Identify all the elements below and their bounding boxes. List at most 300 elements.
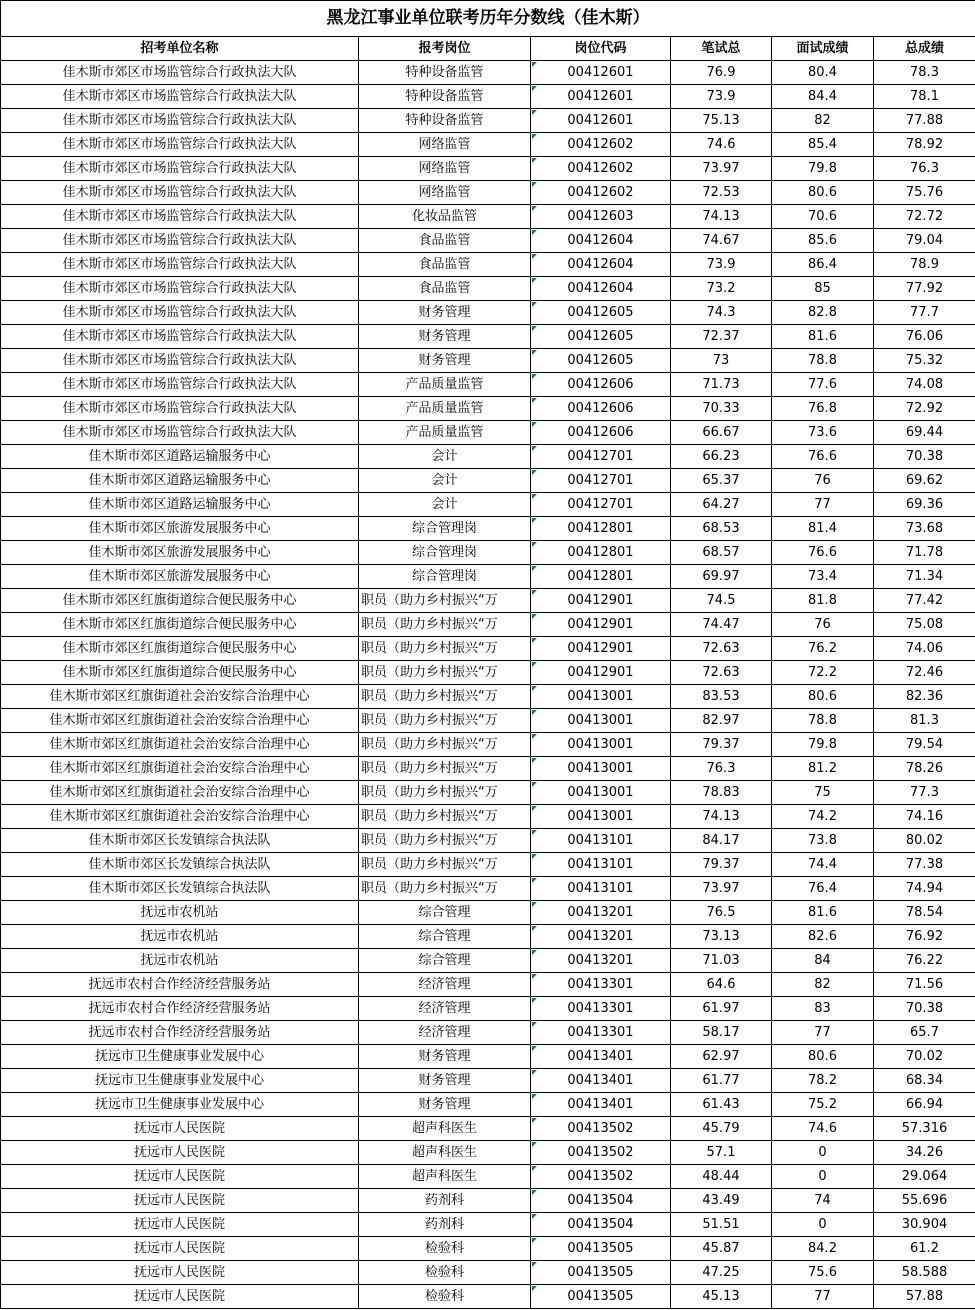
- cell-written: 82.97: [671, 709, 772, 733]
- cell-post: 职员（助力乡村振兴“万: [359, 805, 531, 829]
- cell-total: 82.36: [874, 685, 975, 709]
- header-row: [1, 37, 975, 61]
- cell-post: 食品监管: [359, 277, 531, 301]
- cell-written: 76.9: [671, 61, 772, 85]
- cell-written: 64.6: [671, 973, 772, 997]
- cell-total: 79.54: [874, 733, 975, 757]
- cell-interview: 82: [772, 109, 874, 133]
- cell-written: 76.5: [671, 901, 772, 925]
- cell-code: 00413502: [531, 1141, 671, 1165]
- cell-unit: 佳木斯市郊区红旗街道社会治安综合治理中心: [1, 709, 359, 733]
- cell-unit: 抚远市人民医院: [1, 1261, 359, 1285]
- table-row: [1, 877, 975, 901]
- cell-interview: 79.8: [772, 157, 874, 181]
- column-header-code: 岗位代码: [531, 37, 671, 61]
- cell-unit: 佳木斯市郊区市场监管综合行政执法大队: [1, 181, 359, 205]
- cell-code: 00412701: [531, 445, 671, 469]
- cell-unit: 佳木斯市郊区市场监管综合行政执法大队: [1, 157, 359, 181]
- cell-post: 超声科医生: [359, 1117, 531, 1141]
- cell-interview: 83: [772, 997, 874, 1021]
- cell-post: 超声科医生: [359, 1141, 531, 1165]
- cell-code: 00412701: [531, 493, 671, 517]
- cell-post: 网络监管: [359, 133, 531, 157]
- cell-interview: 84.4: [772, 85, 874, 109]
- cell-unit: 佳木斯市郊区道路运输服务中心: [1, 493, 359, 517]
- cell-total: 77.3: [874, 781, 975, 805]
- cell-total: 77.92: [874, 277, 975, 301]
- cell-interview: 77.6: [772, 373, 874, 397]
- cell-written: 75.13: [671, 109, 772, 133]
- table-row: [1, 997, 975, 1021]
- cell-total: 78.9: [874, 253, 975, 277]
- cell-unit: 抚远市农村合作经济经营服务站: [1, 973, 359, 997]
- cell-unit: 佳木斯市郊区红旗街道社会治安综合治理中心: [1, 685, 359, 709]
- cell-total: 70.02: [874, 1045, 975, 1069]
- cell-interview: 80.6: [772, 181, 874, 205]
- cell-written: 45.79: [671, 1117, 772, 1141]
- cell-post: 超声科医生: [359, 1165, 531, 1189]
- table-row: [1, 325, 975, 349]
- cell-interview: 78.8: [772, 349, 874, 373]
- cell-code: 00413502: [531, 1165, 671, 1189]
- cell-code: 00413101: [531, 877, 671, 901]
- table-row: [1, 541, 975, 565]
- cell-interview: 81.6: [772, 901, 874, 925]
- cell-written: 73.13: [671, 925, 772, 949]
- table-row: [1, 133, 975, 157]
- cell-total: 79.04: [874, 229, 975, 253]
- table-row: [1, 853, 975, 877]
- cell-code: 00412604: [531, 229, 671, 253]
- table-row: [1, 1069, 975, 1093]
- cell-post: 职员（助力乡村振兴“万: [359, 829, 531, 853]
- cell-total: 73.68: [874, 517, 975, 541]
- cell-code: 00413101: [531, 853, 671, 877]
- cell-post: 特种设备监管: [359, 109, 531, 133]
- table-row: [1, 781, 975, 805]
- cell-interview: 76.4: [772, 877, 874, 901]
- cell-post: 会计: [359, 469, 531, 493]
- cell-total: 78.3: [874, 61, 975, 85]
- cell-code: 00412606: [531, 397, 671, 421]
- column-header-interview: 面试成绩: [772, 37, 874, 61]
- cell-interview: 70.6: [772, 205, 874, 229]
- cell-unit: 佳木斯市郊区市场监管综合行政执法大队: [1, 253, 359, 277]
- cell-unit: 抚远市卫生健康事业发展中心: [1, 1093, 359, 1117]
- cell-unit: 抚远市人民医院: [1, 1117, 359, 1141]
- cell-unit: 佳木斯市郊区旅游发展服务中心: [1, 517, 359, 541]
- cell-unit: 佳木斯市郊区市场监管综合行政执法大队: [1, 325, 359, 349]
- page-title: 黑龙江事业单位联考历年分数线（佳木斯）: [1, 1, 975, 37]
- cell-post: 经济管理: [359, 973, 531, 997]
- cell-code: 00412901: [531, 613, 671, 637]
- cell-interview: 77: [772, 493, 874, 517]
- cell-code: 00413001: [531, 733, 671, 757]
- table-row: [1, 1261, 975, 1285]
- cell-unit: 佳木斯市郊区市场监管综合行政执法大队: [1, 133, 359, 157]
- cell-code: 00412901: [531, 637, 671, 661]
- cell-interview: 75: [772, 781, 874, 805]
- cell-interview: 78.2: [772, 1069, 874, 1093]
- column-header-written: 笔试总: [671, 37, 772, 61]
- cell-total: 72.92: [874, 397, 975, 421]
- cell-written: 72.37: [671, 325, 772, 349]
- cell-interview: 80.4: [772, 61, 874, 85]
- cell-written: 79.37: [671, 733, 772, 757]
- cell-unit: 佳木斯市郊区旅游发展服务中心: [1, 565, 359, 589]
- cell-written: 58.17: [671, 1021, 772, 1045]
- cell-total: 76.22: [874, 949, 975, 973]
- table-row: [1, 1213, 975, 1237]
- cell-post: 职员（助力乡村振兴“万: [359, 709, 531, 733]
- cell-interview: 84: [772, 949, 874, 973]
- table-row: [1, 1189, 975, 1213]
- cell-interview: 76: [772, 469, 874, 493]
- table-row: [1, 493, 975, 517]
- cell-total: 75.76: [874, 181, 975, 205]
- cell-unit: 佳木斯市郊区道路运输服务中心: [1, 469, 359, 493]
- cell-code: 00412901: [531, 661, 671, 685]
- cell-post: 综合管理岗: [359, 541, 531, 565]
- cell-written: 76.3: [671, 757, 772, 781]
- cell-total: 29.064: [874, 1165, 975, 1189]
- cell-code: 00412605: [531, 325, 671, 349]
- cell-interview: 85.6: [772, 229, 874, 253]
- cell-unit: 抚远市农村合作经济经营服务站: [1, 1021, 359, 1045]
- cell-written: 72.63: [671, 637, 772, 661]
- cell-total: 78.92: [874, 133, 975, 157]
- cell-unit: 抚远市卫生健康事业发展中心: [1, 1045, 359, 1069]
- cell-total: 69.44: [874, 421, 975, 445]
- table-row: [1, 733, 975, 757]
- cell-post: 网络监管: [359, 157, 531, 181]
- cell-interview: 82: [772, 973, 874, 997]
- cell-interview: 74: [772, 1189, 874, 1213]
- cell-total: 57.88: [874, 1285, 975, 1309]
- cell-interview: 74.2: [772, 805, 874, 829]
- table-row: [1, 901, 975, 925]
- cell-total: 78.1: [874, 85, 975, 109]
- cell-written: 74.67: [671, 229, 772, 253]
- cell-post: 食品监管: [359, 229, 531, 253]
- cell-code: 00413001: [531, 709, 671, 733]
- cell-code: 00413201: [531, 949, 671, 973]
- cell-written: 74.5: [671, 589, 772, 613]
- cell-interview: 73.4: [772, 565, 874, 589]
- cell-code: 00412801: [531, 517, 671, 541]
- table-row: [1, 1093, 975, 1117]
- cell-interview: 82.8: [772, 301, 874, 325]
- cell-code: 00413201: [531, 901, 671, 925]
- cell-written: 69.97: [671, 565, 772, 589]
- cell-total: 70.38: [874, 997, 975, 1021]
- cell-post: 财务管理: [359, 1093, 531, 1117]
- cell-written: 48.44: [671, 1165, 772, 1189]
- cell-written: 73.9: [671, 253, 772, 277]
- cell-unit: 佳木斯市郊区市场监管综合行政执法大队: [1, 277, 359, 301]
- cell-post: 职员（助力乡村振兴“万: [359, 589, 531, 613]
- cell-interview: 0: [772, 1141, 874, 1165]
- cell-written: 74.6: [671, 133, 772, 157]
- cell-code: 00413505: [531, 1261, 671, 1285]
- cell-post: 药剂科: [359, 1189, 531, 1213]
- cell-code: 00413505: [531, 1237, 671, 1261]
- cell-written: 74.13: [671, 205, 772, 229]
- cell-total: 76.92: [874, 925, 975, 949]
- cell-code: 00413301: [531, 997, 671, 1021]
- cell-code: 00412605: [531, 349, 671, 373]
- cell-code: 00413101: [531, 829, 671, 853]
- cell-total: 72.46: [874, 661, 975, 685]
- table-row: [1, 949, 975, 973]
- cell-post: 食品监管: [359, 253, 531, 277]
- cell-written: 66.67: [671, 421, 772, 445]
- cell-total: 76.06: [874, 325, 975, 349]
- cell-written: 66.23: [671, 445, 772, 469]
- cell-post: 特种设备监管: [359, 61, 531, 85]
- cell-post: 职员（助力乡村振兴“万: [359, 781, 531, 805]
- cell-post: 职员（助力乡村振兴“万: [359, 733, 531, 757]
- cell-interview: 81.4: [772, 517, 874, 541]
- cell-total: 78.54: [874, 901, 975, 925]
- cell-total: 78.26: [874, 757, 975, 781]
- cell-interview: 84.2: [772, 1237, 874, 1261]
- column-header-post: 报考岗位: [359, 37, 531, 61]
- cell-unit: 佳木斯市郊区红旗街道社会治安综合治理中心: [1, 757, 359, 781]
- title-row: [1, 1, 975, 37]
- cell-code: 00413502: [531, 1117, 671, 1141]
- table-row: [1, 181, 975, 205]
- cell-unit: 佳木斯市郊区红旗街道综合便民服务中心: [1, 613, 359, 637]
- cell-unit: 佳木斯市郊区红旗街道社会治安综合治理中心: [1, 781, 359, 805]
- table-row: [1, 517, 975, 541]
- cell-post: 会计: [359, 493, 531, 517]
- cell-code: 00412604: [531, 253, 671, 277]
- cell-unit: 佳木斯市郊区市场监管综合行政执法大队: [1, 397, 359, 421]
- cell-interview: 82.6: [772, 925, 874, 949]
- cell-post: 职员（助力乡村振兴“万: [359, 757, 531, 781]
- cell-code: 00413001: [531, 805, 671, 829]
- table-row: [1, 1045, 975, 1069]
- cell-code: 00412605: [531, 301, 671, 325]
- cell-unit: 佳木斯市郊区红旗街道综合便民服务中心: [1, 589, 359, 613]
- table-row: [1, 829, 975, 853]
- table-row: [1, 349, 975, 373]
- cell-post: 职员（助力乡村振兴“万: [359, 613, 531, 637]
- table-row: [1, 637, 975, 661]
- cell-interview: 77: [772, 1021, 874, 1045]
- cell-code: 00413001: [531, 685, 671, 709]
- cell-written: 71.03: [671, 949, 772, 973]
- cell-post: 网络监管: [359, 181, 531, 205]
- table-row: [1, 925, 975, 949]
- cell-total: 74.94: [874, 877, 975, 901]
- table-row: [1, 1117, 975, 1141]
- cell-total: 75.32: [874, 349, 975, 373]
- table-row: [1, 277, 975, 301]
- cell-interview: 76.2: [772, 637, 874, 661]
- cell-interview: 81.8: [772, 589, 874, 613]
- table-row: [1, 229, 975, 253]
- cell-interview: 76.8: [772, 397, 874, 421]
- cell-written: 45.87: [671, 1237, 772, 1261]
- cell-written: 70.33: [671, 397, 772, 421]
- cell-written: 72.63: [671, 661, 772, 685]
- cell-written: 47.25: [671, 1261, 772, 1285]
- cell-code: 00412601: [531, 85, 671, 109]
- cell-total: 66.94: [874, 1093, 975, 1117]
- cell-post: 化妆品监管: [359, 205, 531, 229]
- table-row: [1, 1165, 975, 1189]
- table-row: [1, 805, 975, 829]
- cell-interview: 77: [772, 1285, 874, 1309]
- cell-post: 综合管理: [359, 901, 531, 925]
- table-row: [1, 61, 975, 85]
- cell-post: 财务管理: [359, 349, 531, 373]
- cell-total: 74.08: [874, 373, 975, 397]
- cell-unit: 佳木斯市郊区长发镇综合执法队: [1, 877, 359, 901]
- cell-interview: 86.4: [772, 253, 874, 277]
- cell-unit: 抚远市人民医院: [1, 1237, 359, 1261]
- cell-code: 00412601: [531, 61, 671, 85]
- cell-unit: 佳木斯市郊区红旗街道社会治安综合治理中心: [1, 733, 359, 757]
- cell-post: 产品质量监管: [359, 397, 531, 421]
- cell-written: 62.97: [671, 1045, 772, 1069]
- cell-interview: 74.4: [772, 853, 874, 877]
- cell-interview: 80.6: [772, 685, 874, 709]
- cell-unit: 佳木斯市郊区红旗街道综合便民服务中心: [1, 637, 359, 661]
- cell-unit: 佳木斯市郊区市场监管综合行政执法大队: [1, 61, 359, 85]
- cell-post: 会计: [359, 445, 531, 469]
- cell-total: 75.08: [874, 613, 975, 637]
- cell-interview: 74.6: [772, 1117, 874, 1141]
- cell-code: 00413301: [531, 973, 671, 997]
- cell-post: 职员（助力乡村振兴“万: [359, 637, 531, 661]
- cell-post: 特种设备监管: [359, 85, 531, 109]
- cell-total: 65.7: [874, 1021, 975, 1045]
- cell-written: 73.97: [671, 157, 772, 181]
- table-row: [1, 157, 975, 181]
- cell-code: 00413505: [531, 1285, 671, 1309]
- cell-post: 综合管理岗: [359, 565, 531, 589]
- cell-total: 58.588: [874, 1261, 975, 1285]
- table-row: [1, 709, 975, 733]
- cell-total: 77.42: [874, 589, 975, 613]
- cell-total: 61.2: [874, 1237, 975, 1261]
- cell-total: 77.88: [874, 109, 975, 133]
- cell-total: 69.62: [874, 469, 975, 493]
- cell-code: 00413401: [531, 1045, 671, 1069]
- cell-interview: 76.6: [772, 445, 874, 469]
- cell-interview: 85.4: [772, 133, 874, 157]
- table-row: [1, 85, 975, 109]
- cell-unit: 抚远市人民医院: [1, 1189, 359, 1213]
- cell-code: 00412603: [531, 205, 671, 229]
- cell-written: 74.13: [671, 805, 772, 829]
- cell-unit: 佳木斯市郊区市场监管综合行政执法大队: [1, 349, 359, 373]
- cell-code: 00413001: [531, 781, 671, 805]
- cell-written: 61.97: [671, 997, 772, 1021]
- table-row: [1, 1285, 975, 1309]
- cell-interview: 75.2: [772, 1093, 874, 1117]
- cell-interview: 0: [772, 1165, 874, 1189]
- cell-code: 00412606: [531, 373, 671, 397]
- cell-code: 00413504: [531, 1189, 671, 1213]
- cell-written: 72.53: [671, 181, 772, 205]
- table-row: [1, 421, 975, 445]
- cell-post: 综合管理岗: [359, 517, 531, 541]
- cell-post: 职员（助力乡村振兴“万: [359, 661, 531, 685]
- cell-total: 30.904: [874, 1213, 975, 1237]
- cell-interview: 80.6: [772, 1045, 874, 1069]
- cell-post: 职员（助力乡村振兴“万: [359, 853, 531, 877]
- table-row: [1, 973, 975, 997]
- cell-total: 76.3: [874, 157, 975, 181]
- table-row: [1, 469, 975, 493]
- cell-interview: 72.2: [772, 661, 874, 685]
- cell-code: 00412604: [531, 277, 671, 301]
- cell-written: 83.53: [671, 685, 772, 709]
- cell-unit: 抚远市农机站: [1, 901, 359, 925]
- cell-unit: 佳木斯市郊区市场监管综合行政执法大队: [1, 373, 359, 397]
- cell-code: 00412602: [531, 133, 671, 157]
- cell-post: 检验科: [359, 1261, 531, 1285]
- cell-total: 77.7: [874, 301, 975, 325]
- cell-unit: 佳木斯市郊区道路运输服务中心: [1, 445, 359, 469]
- cell-unit: 抚远市人民医院: [1, 1285, 359, 1309]
- cell-post: 药剂科: [359, 1213, 531, 1237]
- cell-written: 68.53: [671, 517, 772, 541]
- cell-written: 84.17: [671, 829, 772, 853]
- cell-written: 74.47: [671, 613, 772, 637]
- cell-unit: 佳木斯市郊区市场监管综合行政执法大队: [1, 85, 359, 109]
- table-row: [1, 397, 975, 421]
- cell-code: 00413201: [531, 925, 671, 949]
- cell-total: 71.34: [874, 565, 975, 589]
- cell-interview: 0: [772, 1213, 874, 1237]
- cell-total: 70.38: [874, 445, 975, 469]
- cell-interview: 76: [772, 613, 874, 637]
- cell-code: 00412606: [531, 421, 671, 445]
- table-row: [1, 1021, 975, 1045]
- cell-written: 64.27: [671, 493, 772, 517]
- column-header-total: 总成绩: [874, 37, 975, 61]
- table-row: [1, 253, 975, 277]
- cell-total: 80.02: [874, 829, 975, 853]
- cell-written: 79.37: [671, 853, 772, 877]
- cell-written: 73.97: [671, 877, 772, 901]
- cell-interview: 81.6: [772, 325, 874, 349]
- table-row: [1, 661, 975, 685]
- table-row: [1, 445, 975, 469]
- cell-post: 财务管理: [359, 325, 531, 349]
- cell-written: 61.77: [671, 1069, 772, 1093]
- cell-unit: 佳木斯市郊区红旗街道社会治安综合治理中心: [1, 805, 359, 829]
- cell-written: 71.73: [671, 373, 772, 397]
- cell-code: 00413504: [531, 1213, 671, 1237]
- table-row: [1, 613, 975, 637]
- cell-unit: 佳木斯市郊区市场监管综合行政执法大队: [1, 229, 359, 253]
- cell-written: 68.57: [671, 541, 772, 565]
- cell-total: 74.16: [874, 805, 975, 829]
- cell-post: 检验科: [359, 1285, 531, 1309]
- column-header-unit: 招考单位名称: [1, 37, 359, 61]
- cell-total: 69.36: [874, 493, 975, 517]
- cell-interview: 79.8: [772, 733, 874, 757]
- cell-total: 71.78: [874, 541, 975, 565]
- cell-total: 34.26: [874, 1141, 975, 1165]
- table-row: [1, 301, 975, 325]
